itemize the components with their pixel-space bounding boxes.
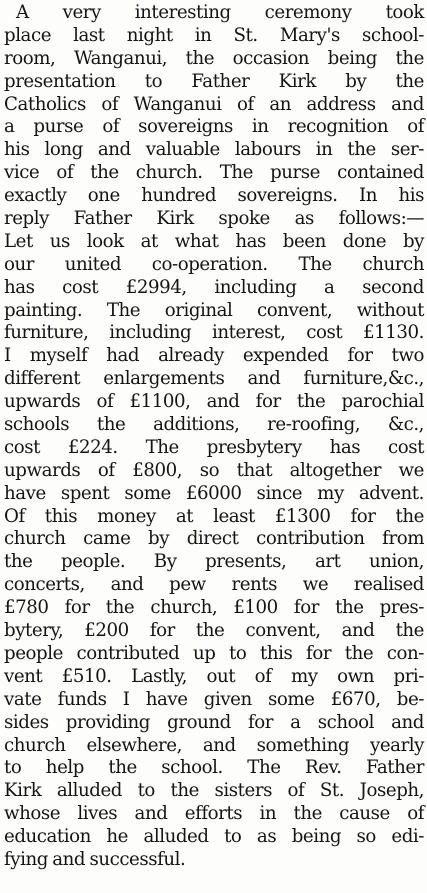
text-line: bytery, £200 for the convent, and the xyxy=(4,620,424,642)
text-line: place last night in St. Mary's school- xyxy=(4,24,424,46)
text-line: painting. The original convent, without xyxy=(4,299,424,321)
text-line: Kirk alluded to the sisters of St. Joseph, xyxy=(4,780,424,802)
text-line: a purse of sovereigns in recognition of xyxy=(4,116,424,138)
text-line: I myself had already expended for two xyxy=(4,345,424,367)
text-line: fying and successful. xyxy=(4,848,186,870)
text-line: Of this money at least £1300 for the xyxy=(4,505,424,527)
text-line: £780 for the church, £100 for the pres- xyxy=(4,597,424,619)
text-line: people contributed up to this for the con- xyxy=(4,642,424,664)
text-line: furniture, including interest, cost £1130. xyxy=(4,322,424,344)
text-line: A very interesting ceremony took xyxy=(16,2,424,23)
text-line: vent £510. Lastly, out of my own pri- xyxy=(4,665,424,687)
article-text xyxy=(4,2,424,872)
text-line: sides providing ground for a school and xyxy=(4,711,424,733)
text-line: whose lives and efforts in the cause of xyxy=(4,803,424,825)
text-line: our united co-operation. The church xyxy=(4,253,424,275)
text-line: cost £224. The presbytery has cost xyxy=(4,436,424,458)
text-line: Let us look at what has been done by xyxy=(4,230,424,252)
text-line: different enlargements and furniture,&c., xyxy=(4,368,424,390)
text-line: to help the school. The Rev. Father xyxy=(4,757,424,779)
text-line: church elsewhere, and something yearly xyxy=(4,734,424,756)
text-line: have spent some £6000 since my advent. xyxy=(4,482,424,504)
text-line: vice of the church. The purse contained xyxy=(4,162,424,184)
text-line: Catholics of Wanganui of an address and xyxy=(4,93,424,115)
text-line: schools the additions, re-roofing, &c., xyxy=(4,414,424,436)
text-line: education he alluded to as being so edi- xyxy=(4,826,424,848)
text-line: reply Father Kirk spoke as follows:— xyxy=(4,208,424,230)
text-line: concerts, and pew rents we realised xyxy=(4,574,424,596)
text-line: the people. By presents, art union, xyxy=(4,551,424,573)
text-line: has cost £2994, including a second xyxy=(4,276,424,298)
text-line: church came by direct contribution from xyxy=(4,528,424,550)
text-line: vate funds I have given some £670, be- xyxy=(4,688,424,710)
text-line: upwards of £1100, and for the parochial xyxy=(4,391,424,413)
text-line: room, Wanganui, the occasion being the xyxy=(4,47,424,69)
text-line: his long and valuable labours in the ser- xyxy=(4,139,424,161)
text-line: exactly one hundred sovereigns. In his xyxy=(4,185,424,207)
text-line: presentation to Father Kirk by the xyxy=(4,70,424,92)
text-line: upwards of £800, so that altogether we xyxy=(4,459,424,481)
